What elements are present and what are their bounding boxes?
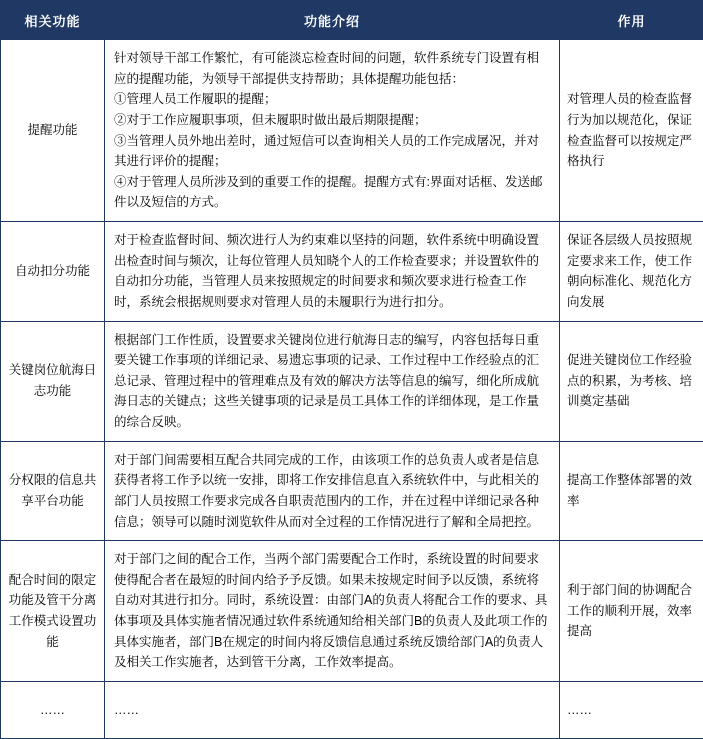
desc-paragraph: 对于部门间需要相互配合共同完成的工作，由该项工作的总负责人或者是信息获得者将工作予以统一安排，即将工作安排信息直入系统软件中，与此相关的部门人员按照工作要求完成各自职责范围内的工作，并在过程中详细记录各种信息；领导可以随时浏览软件从而对全过程的工作情况进行了解和全局把控。 <box>114 450 551 533</box>
cell-function-desc <box>105 321 560 441</box>
table-row <box>1 441 703 541</box>
cell-function-name: 分权限的信息共享平台功能 <box>1 441 105 541</box>
cell-effect: 保证各层级人员按照规定要求来工作，使工作朝向标准化、规范化方向发展 <box>560 222 703 322</box>
desc-paragraph: 对于检查监督时间、频次进行人为约束难以坚持的问题，软件系统中明确设置出检查时间与频次，让每位管理人员知晓个人的工作检查要求；并设置软件的自动扣分功能，当管理人员来按照规定的时间要求和频次要求进行检查工作时，系统会根据规则要求对管理人员的未履职行为进行扣分。 <box>114 230 551 313</box>
cell-effect: 提高工作整体部署的效率 <box>560 441 703 541</box>
cell-effect: 对管理人员的检查监督行为加以规范化，保证检查监督可以按规定严格执行 <box>560 40 703 222</box>
cell-effect: …… <box>560 681 703 738</box>
table-row <box>1 541 703 682</box>
column-header-effect: 作用 <box>560 1 703 40</box>
table-header-row <box>1 1 703 40</box>
cell-function-desc: …… <box>105 681 560 738</box>
desc-paragraph: ③当管理人员外地出差时，通过短信可以查询相关人员的工作完成屠况，并对其进行评价的提醒； <box>114 131 551 172</box>
cell-function-desc <box>105 222 560 322</box>
cell-effect: 促进关键岗位工作经验点的积累，为考核、培训奠定基础 <box>560 321 703 441</box>
cell-function-name: 关键岗位航海日志功能 <box>1 321 105 441</box>
column-header-related-function: 相关功能 <box>1 1 105 40</box>
table-row <box>1 222 703 322</box>
cell-function-name: 自动扣分功能 <box>1 222 105 322</box>
table-row <box>1 40 703 222</box>
desc-paragraph: 对于部门之间的配合工作，当两个部门需要配合工作时，系统设置的时间要求使得配合者在最短的时间内给予予反馈。如果未按规定时间予以反馈，系统将自动对其进行扣分。同时，系统设置：由部门A的负责人将配合工作的要求、具体事项及具体实施者情况通过软件系统通知给相关部门B的负责人及此项工作的具体实施者，部门B在规定的时间内将反馈信息通过系统反馈给部门A的负责人及相关工作实施者，达到管干分离，工作效率提高。 <box>114 549 551 673</box>
cell-function-name: 提醒功能 <box>1 40 105 222</box>
cell-function-desc <box>105 541 560 682</box>
desc-paragraph: ④对于管理人员所涉及到的重要工作的提醒。提醒方式有:界面对话框、发送邮件以及短信的方式。 <box>114 172 551 213</box>
cell-effect: 利于部门间的协调配合工作的顺利开展，效率提高 <box>560 541 703 682</box>
desc-paragraph: 针对领导干部工作繁忙，有可能淡忘检查时间的问题，软件系统专门设置有相应的提醒功能，为领导干部提供支持帮助；具体提醒功能包括： <box>114 48 551 89</box>
desc-paragraph: ①管理人员工作履职的提醒； <box>114 89 551 110</box>
cell-function-name: …… <box>1 681 105 738</box>
column-header-function-intro: 功能介绍 <box>105 1 560 40</box>
desc-paragraph: 根据部门工作性质，设置要求关键岗位进行航海日志的编写，内容包括每日重要关键工作事项的详细记录、易遗忘事项的记录、工作过程中工作经验点的汇总记录、管理过程中的管理难点及有效的解决方法等信息的编写，细化所成航海日志的关键点；这些关键事项的记录是员工具体工作的详细体现，是工作量的综合反映。 <box>114 330 551 433</box>
desc-paragraph: ②对于工作应履职事项，但未履职时做出最后期限提醒； <box>114 110 551 131</box>
table-row <box>1 321 703 441</box>
cell-function-desc <box>105 40 560 222</box>
cell-function-name: 配合时间的限定功能及管干分离工作模式设置功能 <box>1 541 105 682</box>
table-row <box>1 681 703 738</box>
cell-function-desc <box>105 441 560 541</box>
